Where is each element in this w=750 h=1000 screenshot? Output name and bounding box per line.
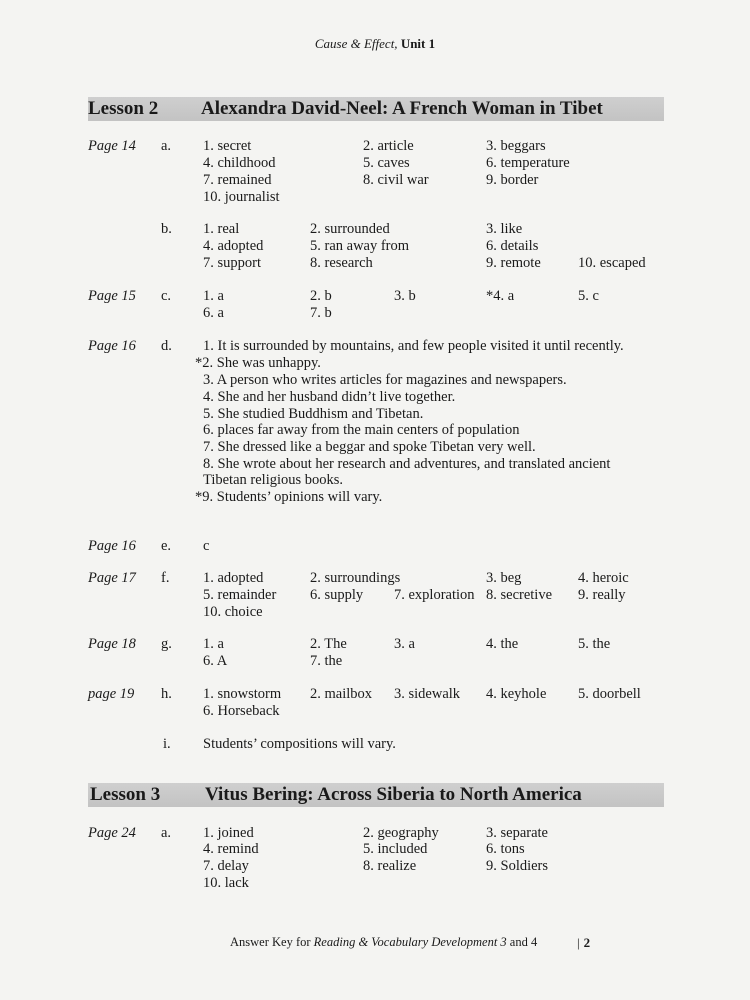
exercise-letter: e. [161,538,172,554]
exercise-letter: f. [161,570,170,586]
answer: 4. She and her husband didn’t live together. [203,389,456,405]
answer: 8. realize [363,858,417,874]
exercise-letter: h. [161,686,172,702]
lesson-2-header [88,97,664,121]
answer: c [203,538,210,554]
page-ref: Page 18 [88,636,136,652]
footer-prefix: Answer Key for [230,935,314,949]
answer: 7. support [203,255,261,271]
running-head [0,36,750,52]
exercise-letter: g. [161,636,172,652]
answer: 1. a [203,288,224,304]
answer: 3. beggars [486,138,546,154]
answer: 3. A person who writes articles for magazines and newspapers. [203,372,567,388]
answer: 7. She dressed like a beggar and spoke Tibetan very well. [203,439,536,455]
running-head-title: Cause & Effect, [314,36,398,51]
answer: 9. Soldiers [486,858,549,874]
answer: 5. doorbell [578,686,641,702]
lesson-2-title: Alexandra David-Neel: A French Woman in Tibet [201,98,603,119]
answer: 1. joined [203,825,254,841]
answer: 9. border [486,172,539,188]
answer: 5. She studied Buddhism and Tibetan. [203,406,424,422]
answer: *2. She was unhappy. [195,355,321,371]
answer: 7. remained [203,172,272,188]
answer: 5. caves [363,155,410,171]
exercise-letter: a. [161,138,172,154]
answer: 3. a [394,636,415,652]
answer: 2. surroundings [310,570,401,586]
answer: 7. exploration [394,587,475,603]
answer: 7. b [310,305,332,321]
answer: 2. b [310,288,332,304]
answer: 1. It is surrounded by mountains, and few people visited it until recently. [203,338,624,354]
answer: 3. b [394,288,416,304]
answer: 8. secretive [486,587,553,603]
footer-book-title: Reading & Vocabulary Development 3 [313,935,507,949]
page-ref: Page 24 [88,825,136,841]
answer: 5. ran away from [310,238,410,254]
exercise-letter: d. [161,338,172,354]
answer: 3. sidewalk [394,686,461,702]
answer: 6. details [486,238,539,254]
answer: 10. lack [203,875,249,891]
answer: 4. childhood [203,155,276,171]
answer: 6. Horseback [203,703,280,719]
answer: 4. adopted [203,238,264,254]
answer: 6. A [203,653,228,669]
answer: 4. keyhole [486,686,547,702]
answer: 8. She wrote about her research and adventures, and translated ancient [203,456,611,472]
answer: 6. supply [310,587,364,603]
answer: 10. journalist [203,189,280,205]
answer: 3. separate [486,825,548,841]
lesson-3-label: Lesson 3 [90,784,161,805]
answer: *4. a [486,288,515,304]
answer: 9. remote [486,255,541,271]
page-ref: Page 17 [88,570,136,586]
answer: 9. really [578,587,626,603]
answer: Tibetan religious books. [203,472,344,488]
answer: 2. mailbox [310,686,373,702]
exercise-letter: b. [161,221,172,237]
page-ref: Page 14 [88,138,136,154]
page-ref: page 19 [88,686,135,702]
answer: 6. places far away from the main centers of population [203,422,520,438]
answer: 6. tons [486,841,525,857]
answer: 7. delay [203,858,249,874]
exercise-letter: i. [163,736,171,752]
answer: 6. temperature [486,155,570,171]
answer: 8. research [310,255,373,271]
answer: Students’ compositions will vary. [203,736,396,752]
answer: 1. secret [203,138,252,154]
footer-suffix: and 4 [506,935,538,949]
answer: 2. geography [363,825,439,841]
page-ref: Page 15 [88,288,136,304]
answer: 4. remind [203,841,259,857]
answer: 5. included [363,841,428,857]
answer: 1. snowstorm [203,686,282,702]
lesson-3-title: Vitus Bering: Across Siberia to North America [205,784,582,805]
running-head-unit: Unit 1 [400,36,436,51]
answer: 8. civil war [363,172,429,188]
answer: 1. adopted [203,570,264,586]
answer: 3. like [486,221,523,237]
answer: 5. c [578,288,599,304]
answer: 2. article [363,138,414,154]
exercise-letter: c. [161,288,172,304]
answer: 1. real [203,221,240,237]
page-ref: Page 16 [88,538,136,554]
exercise-letter: a. [161,825,172,841]
answer: 2. The [310,636,347,652]
page-number-value: 2 [583,935,591,950]
answer: 3. beg [486,570,522,586]
page-ref: Page 16 [88,338,136,354]
answer: 1. a [203,636,224,652]
answer: 6. a [203,305,224,321]
answer: 5. remainder [203,587,277,603]
answer: 10. escaped [578,255,646,271]
answer: *9. Students’ opinions will vary. [195,489,383,505]
answer: 4. the [486,636,519,652]
page-number-bar: | [577,935,580,950]
lesson-3-header [88,783,664,807]
answer: 7. the [310,653,343,669]
answer: 2. surrounded [310,221,390,237]
answer: 5. the [578,636,611,652]
page-number [577,935,590,951]
page-footer [230,935,537,950]
answer: 10. choice [203,604,263,620]
lesson-2-label: Lesson 2 [88,98,159,119]
answer: 4. heroic [578,570,629,586]
